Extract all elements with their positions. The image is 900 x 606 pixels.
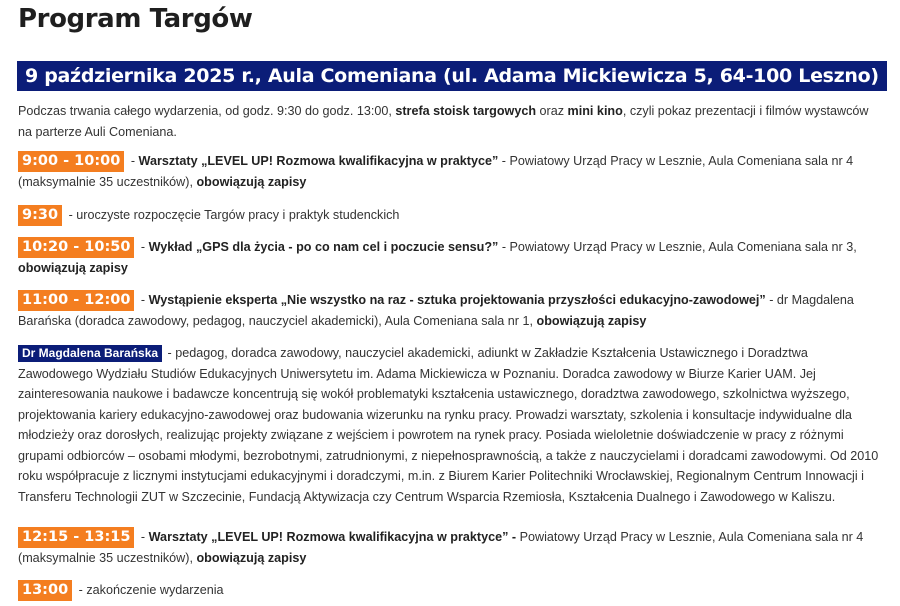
event-title: Warsztaty „LEVEL UP! Rozmowa kwalifikacyjna w praktyce”: [138, 154, 499, 168]
event-item: 11:00 - 12:00 - Wystąpienie eksperta „Nie wszystko na raz - sztuka projektowania przyszłości edukacyjno-zawodowej” - dr Magdalena Barańska (doradca zawodowy, pedagog, nauczyciel akademicki), Aula Comeniana sala nr 1, obowiązują zapisy: [18, 292, 854, 328]
registration-note: obowiązują zapisy: [196, 175, 307, 189]
time-badge: 9:30: [18, 205, 62, 226]
registration-note: obowiązują zapisy: [196, 551, 307, 565]
event-title: Warsztaty „LEVEL UP! Rozmowa kwalifikacyjna w praktyce” -: [148, 530, 517, 544]
page-title: Program Targów: [18, 4, 253, 34]
registration-note: obowiązują zapisy: [536, 314, 647, 328]
time-badge: 10:20 - 10:50: [18, 237, 134, 258]
date-banner: 9 października 2025 r., Aula Comeniana (ul. Adama Mickiewicza 5, 64-100 Leszno): [17, 61, 887, 91]
time-badge: 11:00 - 12:00: [18, 290, 134, 311]
intro-paragraph: Podczas trwania całego wydarzenia, od godz. 9:30 do godz. 13:00, strefa stoisk targowych oraz mini kino, czyli pokaz prezentacji i filmów wystawców na parterze Auli Comeniana.: [18, 104, 869, 139]
event-title: Wykład „GPS dla życia - po co nam cel i poczucie sensu?”: [148, 240, 499, 254]
time-badge: 13:00: [18, 580, 72, 601]
time-badge: 12:15 - 13:15: [18, 527, 134, 548]
event-item: 10:20 - 10:50 - Wykład „GPS dla życia - po co nam cel i poczucie sensu?” - Powiatowy Urząd Pracy w Lesznie, Aula Comeniana sala nr 3, obowiązują zapisy: [18, 239, 857, 275]
speaker-bio: Dr Magdalena Barańska - pedagog, doradca zawodowy, nauczyciel akademicki, adiunkt w Zakładzie Kształcenia Ustawicznego i Doradztwa Zawodowego Wydziału Studiów Edukacyjnych Uniwersytetu im. Adama Mickiewicza w Poznaniu. Doradca zawodowy w Biurze Karier UAM. Jej zainteresowania naukowe i badawcze koncentrują się wokół problematyki kształcenia ustawicznego, doradztwa zawodowego, szkolnictwa wyższego, projektowania kariery edukacyjno-zawodowej oraz budowania wizerunku na rynku pracy. Prowadzi warsztaty, szkolenia i konsultacje indywidualne dla młodzieży oraz dorosłych, realizując projekty związane z wejściem i powrotem na rynek pracy. Posiada wieloletnie doświadczenie w pracy z różnymi grupami odbiorców – osobami młodymi, bezrobotnymi, zatrudnionymi, z niepełnosprawnością, a także z nauczycielami i doradcami zawodowymi. Od 2010 roku współpracuje z licznymi instytucjami edukacyjnymi i doradczymi, m.in. z Biurem Karier Politechniki Wrocławskiej, Regionalnym Centrum Innowacji i Transferu Technologii ZUT w Szczecinie, Fundacją Aktywizacja czy Centrum Wsparcia Rzemiosła, Kształcenia Dualnego i Zawodowego w Kaliszu.: [18, 346, 879, 504]
time-badge: 9:00 - 10:00: [18, 151, 124, 172]
event-item: 9:30 - uroczyste rozpoczęcie Targów pracy i praktyk studenckich: [18, 205, 883, 226]
event-item: 12:15 - 13:15 - Warsztaty „LEVEL UP! Rozmowa kwalifikacyjna w praktyce” - Powiatowy Urząd Pracy w Lesznie, Aula Comeniana sala nr 4 (maksymalnie 35 uczestników), obowiązują zapisy: [18, 529, 864, 565]
event-item: 13:00 - zakończenie wydarzenia: [18, 580, 883, 601]
speaker-name-tag: Dr Magdalena Barańska: [18, 345, 162, 362]
event-item: 9:00 - 10:00 - Warsztaty „LEVEL UP! Rozmowa kwalifikacyjna w praktyce” - Powiatowy Urząd Pracy w Lesznie, Aula Comeniana sala nr 4 (maksymalnie 35 uczestników), obowiązują zapisy: [18, 153, 854, 189]
event-title: Wystąpienie eksperta „Nie wszystko na raz - sztuka projektowania przyszłości edukacyjno-zawodowej”: [148, 293, 766, 307]
registration-note: obowiązują zapisy: [18, 261, 128, 275]
